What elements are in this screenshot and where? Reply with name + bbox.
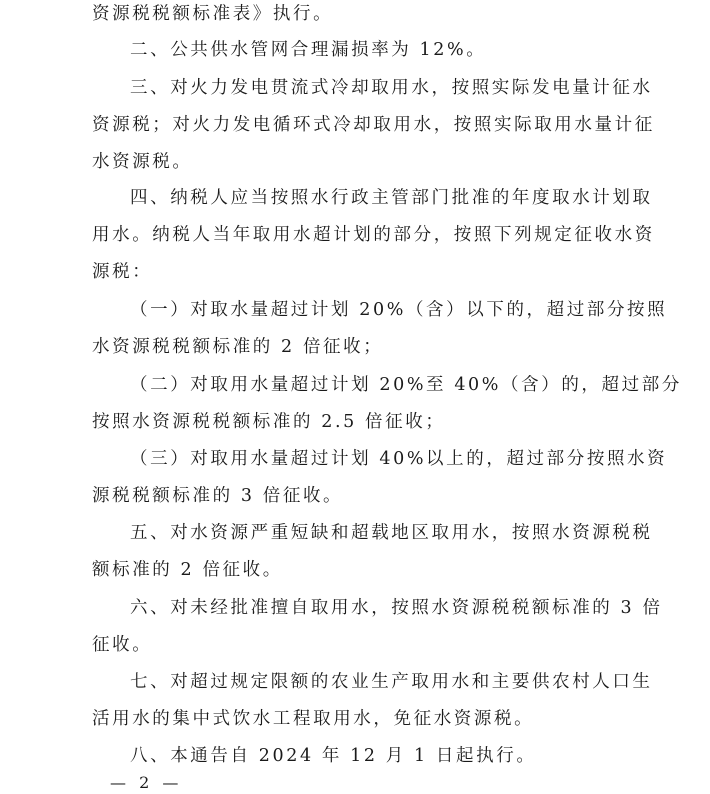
paragraph-sub-2 [92,367,682,404]
text-line: （三）对取用水量超过计划 40%以上的，超过部分按照水资 [130,449,668,469]
text-line: 源税税额标准的 3 倍征收。 [92,486,344,506]
text-line: 七、对超过规定限额的农业生产取用水和主要供农村人口生 [130,672,653,692]
text-line: 四、纳税人应当按照水行政主管部门批准的年度取水计划取 [130,188,653,208]
paragraph-item-3 [92,70,653,107]
paragraph-item-4 [92,180,653,217]
text-line: 二、公共供水管网合理漏损率为 12%。 [130,40,487,60]
paragraph-item-5-cont [92,552,622,589]
text-line: 资源税税额标准表》执行。 [92,4,334,24]
paragraph-sub-1 [92,292,668,329]
text-line: 活用水的集中式饮水工程取用水，免征水资源税。 [92,709,535,729]
text-line: 额标准的 2 倍征收。 [92,560,283,580]
text-line: 按照水资源税税额标准的 2.5 倍征收； [92,412,446,432]
paragraph-item-3-cont [92,107,655,180]
paragraph-item-7 [92,664,653,701]
text-line: 资源税；对火力发电循环式冷却取用水，按照实际取用水量计征 [92,115,655,135]
text-line: 六、对未经批准擅自取用水，按照水资源税税额标准的 3 倍 [130,598,663,618]
text-line: （二）对取用水量超过计划 20%至 40%（含）的，超过部分 [130,375,682,395]
paragraph-item-8 [92,738,622,775]
paragraph-item-5 [92,515,653,552]
paragraph-continuation [92,0,333,33]
paragraph-item-6-cont [92,627,622,664]
text-line: 水资源税。 [92,151,193,172]
text-line: 八、本通告自 2024 年 12 月 1 日起执行。 [130,746,537,766]
paragraph-sub-1-cont [92,329,622,366]
paragraph-item-7-cont [92,701,622,738]
text-line: 用水。纳税人当年取用水超计划的部分，按照下列规定征收水资 [92,225,655,245]
paragraph-item-4-cont [92,217,655,290]
paragraph-sub-3 [92,441,668,478]
text-line: 征收。 [92,635,153,655]
paragraph-sub-3-cont [92,478,622,515]
text-line: 源税： [92,261,153,282]
text-line: （一）对取水量超过计划 20%（含）以下的，超过部分按照 [130,300,668,320]
text-line: 三、对火力发电贯流式冷却取用水，按照实际发电量计征水 [130,78,653,98]
text-line: 五、对水资源严重短缺和超载地区取用水，按照水资源税税 [130,523,653,543]
paragraph-item-2 [92,32,622,69]
paragraph-item-6 [92,590,663,627]
paragraph-sub-2-cont [92,404,622,441]
text-line: 水资源税税额标准的 2 倍征收； [92,337,384,357]
page-number: — 2 — [110,773,183,792]
